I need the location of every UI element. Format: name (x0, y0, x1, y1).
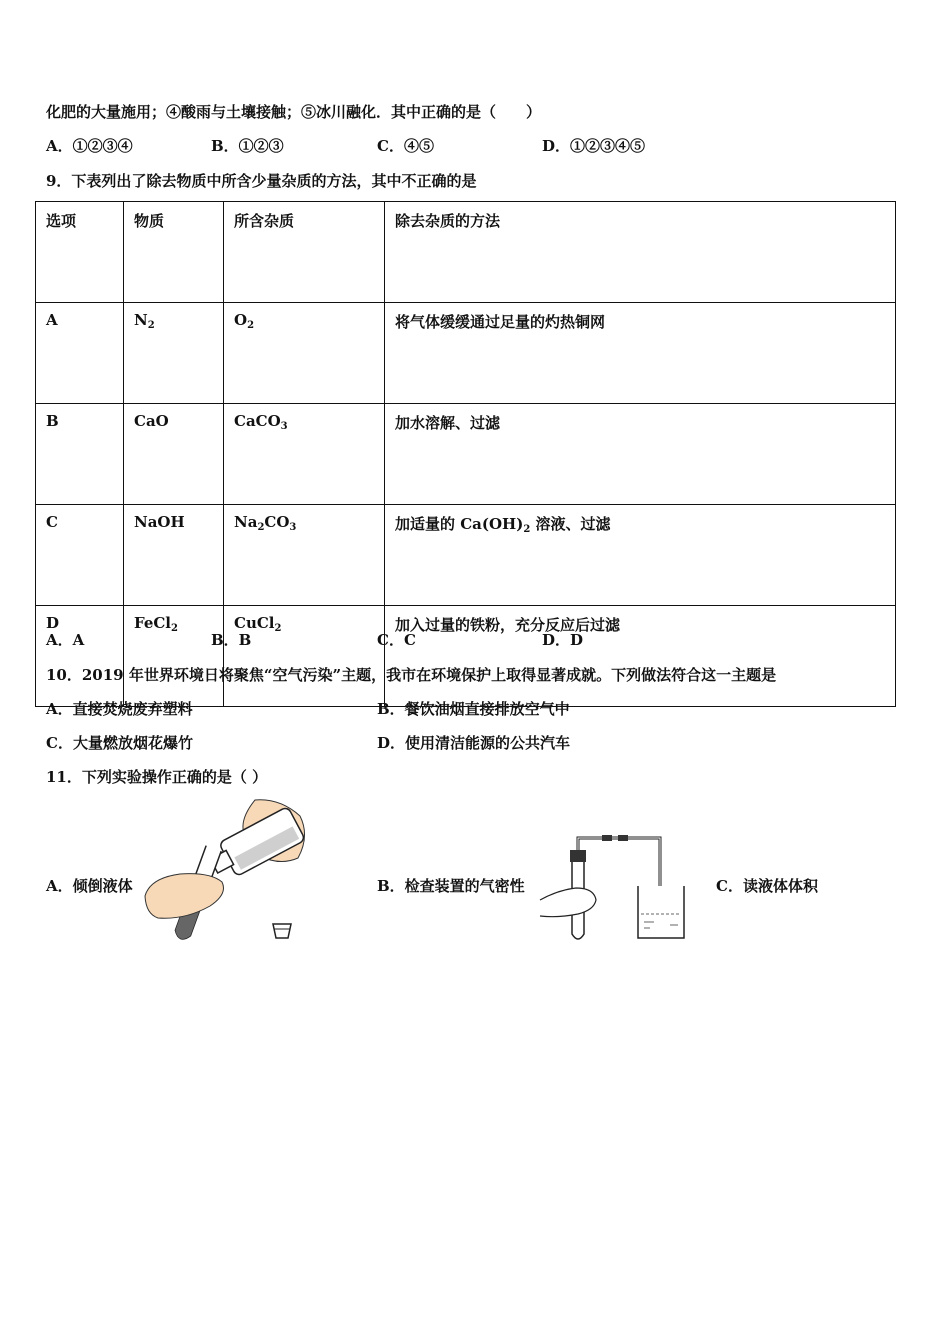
q11-option-a[interactable]: A．倾倒液体 (46, 877, 133, 895)
q10-option-c[interactable]: C．大量燃放烟花爆竹 (46, 734, 193, 752)
q10-option-d[interactable]: D．使用清洁能源的公共汽车 (377, 734, 571, 752)
row-label: C (36, 505, 124, 606)
q11-option-c[interactable]: C．读液体体积 (716, 877, 818, 895)
impurity-cell: $Na_2CO_3$ (224, 505, 385, 606)
impurity-cell: CaCO$_3$ (224, 404, 385, 505)
row-label: A (36, 303, 124, 404)
table-row (36, 404, 896, 505)
header-cell: 物质 (124, 202, 224, 303)
q11-option-b[interactable]: B．检查装置的气密性 (377, 877, 525, 895)
substance-cell: CaO (124, 404, 224, 505)
carbonate-part: $CO_3$ (264, 513, 297, 533)
hand-icon (540, 888, 596, 917)
table-row (36, 606, 896, 707)
header-cell: 除去杂质的方法 (385, 202, 896, 303)
impurity-cell: $O_2$ (224, 303, 385, 404)
q9-table (35, 201, 896, 707)
q10-option-b[interactable]: B．餐饮油烟直接排放空气中 (377, 700, 570, 718)
header-cell: 选项 (36, 202, 124, 303)
q8-option-b[interactable]: B．①②③ (211, 137, 284, 155)
method-cell: 加适量的 $Ca(OH)_2$ 溶液、过滤 (385, 505, 896, 606)
q9-option-b[interactable]: B．B (211, 631, 252, 649)
impurity-cell: CuCl$_2$ (224, 606, 385, 707)
q8-text: 化肥的大量施用；④酸雨与土壤接触；⑤冰川融化．其中正确的是（ ） (46, 103, 542, 121)
q9-stem: 9．下表列出了除去物质中所含少量杂质的方法，其中不正确的是 (46, 172, 477, 190)
airtightness-check-figure (538, 830, 698, 948)
q9-option-c[interactable]: C．C (377, 631, 416, 649)
hand-icon (145, 874, 224, 919)
q9-option-d[interactable]: D．D (542, 631, 584, 649)
method-cell: 加入过量的铁粉，充分反应后过滤 (385, 606, 896, 707)
table-header-row (36, 202, 896, 303)
q8-option-a[interactable]: A．①②③④ (46, 137, 133, 155)
q10-stem: 10．2019 年世界环境日将聚焦“空气污染”主题，我市在环境保护上取得显著成就。下列做法符合这一主题是 (46, 666, 777, 684)
q8-option-d[interactable]: D．①②③④⑤ (542, 137, 646, 155)
beaker-icon (638, 886, 684, 938)
table-row (36, 303, 896, 404)
substance-cell: $N_2$ (124, 303, 224, 404)
q8-option-c[interactable]: C．④⑤ (377, 137, 434, 155)
method-cell: 将气体缓缓通过足量的灼热铜网 (385, 303, 896, 404)
q10-option-a[interactable]: A．直接焚烧废弃塑料 (46, 700, 193, 718)
row-label: D (36, 606, 124, 707)
pouring-liquid-figure (140, 796, 315, 948)
q9-option-a[interactable]: A．A (46, 631, 85, 649)
q11-stem: 11．下列实验操作正确的是（ ） (46, 768, 268, 786)
substance-cell: NaOH (124, 505, 224, 606)
header-cell: 所含杂质 (224, 202, 385, 303)
stopper-icon (273, 924, 291, 938)
method-cell: 加水溶解、过滤 (385, 404, 896, 505)
table-row (36, 505, 896, 606)
row-label: B (36, 404, 124, 505)
substance-cell: FeCl$_2$ (124, 606, 224, 707)
